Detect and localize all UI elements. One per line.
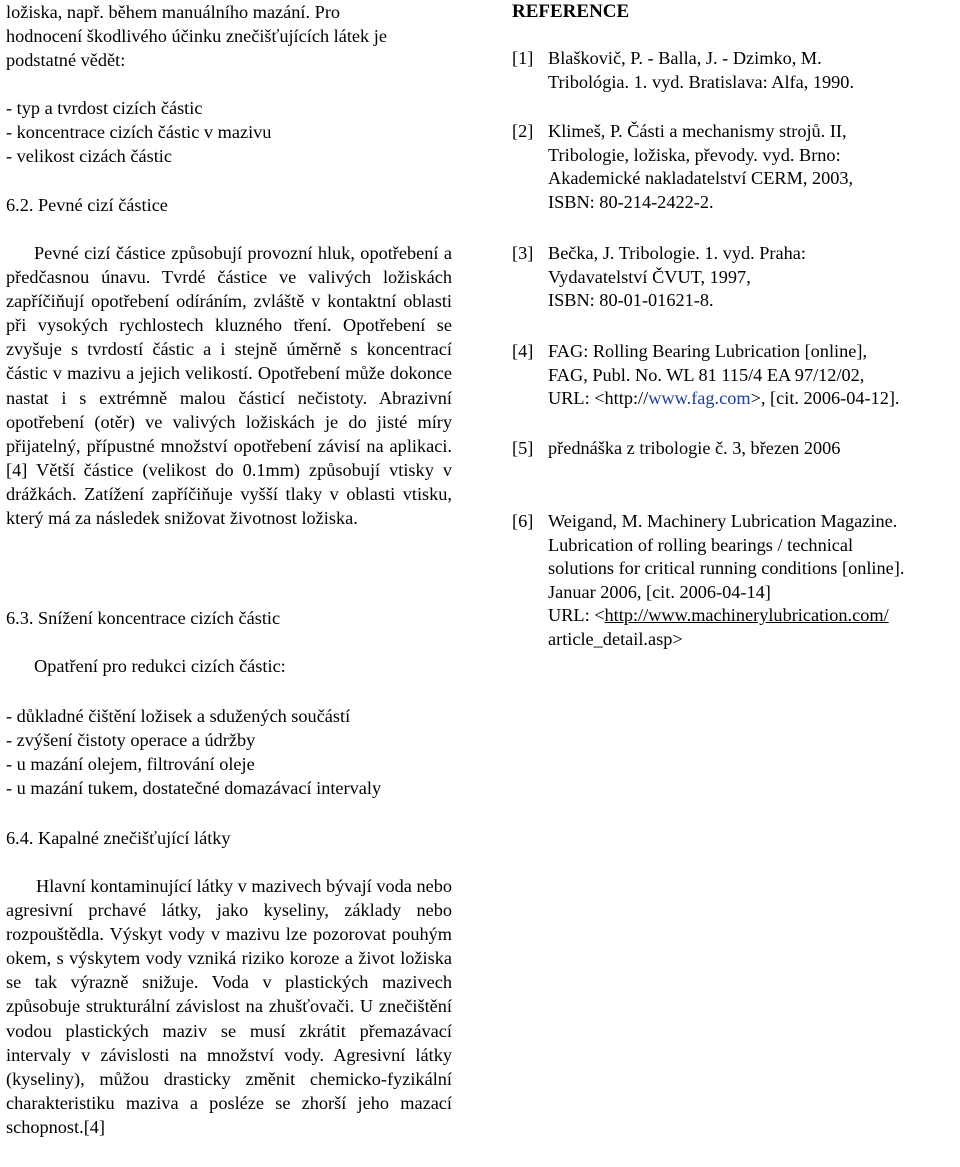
reference-line: Tribológia. 1. vyd. Bratislava: Alfa, 1990. [548,71,855,92]
reference-number: [5] [512,438,534,458]
list-item: - u mazání tukem, dostatečné domazávací intervaly [6,778,382,798]
reference-line: ISBN: 80-214-2422-2. [548,191,714,212]
reference-line: ISBN: 80-01-01621-8. [548,290,714,310]
reference-line: Bečka, J. Tribologie. 1. vyd. Praha: [548,243,806,263]
reference-line: Tribologie, ložiska, převody. vyd. Brno: [548,144,841,165]
reference-line: přednáška z tribologie č. 3, březen 2006 [548,438,841,458]
paragraph-6-3: Opatření pro redukci cizích částic: [34,656,286,676]
list-item: - u mazání olejem, filtrování oleje [6,754,255,774]
reference-line: Januar 2006, [cit. 2006-04-14] [548,581,771,602]
reference-line: Blaškovič, P. - Balla, J. - Dzimko, M. [548,48,822,68]
reference-number: [6] [512,511,534,531]
reference-line: FAG: Rolling Bearing Lubrication [online], [548,341,868,361]
intro-line: ložiska, např. během manuálního mazání. Pro [6,2,341,22]
list-item: - zvýšení čistoty operace a údržby [6,730,256,750]
url-prefix: URL: < [548,605,605,625]
list-item: - důkladné čištění ložisek a sdužených součástí [6,706,351,726]
section-heading-6-2: 6.2. Pevné cizí částice [6,195,168,215]
reference-6 [512,510,958,651]
reference-line: FAG, Publ. No. WL 81 115/4 EA 97/12/02, [548,364,865,385]
reference-5 [512,437,958,461]
list-item: - typ a tvrdost cizích částic [6,98,203,118]
reference-1 [512,47,958,94]
reference-line: Klimeš, P. Části a mechanismy strojů. II, [548,121,847,141]
reference-number: [2] [512,121,534,141]
reference-number: [3] [512,243,534,263]
reference-3 [512,242,958,313]
reference-line: Vydavatelství ČVUT, 1997, [548,266,751,287]
url-prefix: URL: <http:// [548,388,649,408]
reference-url-continuation: article_detail.asp> [548,628,683,649]
reference-line: Akademické nakladatelství CERM, 2003, [548,168,854,188]
reference-line: Lubrication of rolling bearings / technical [548,534,854,555]
references-heading: REFERENCE [512,1,630,22]
list-item: - velikost cizách částic [6,146,172,166]
machinery-lubrication-url-link[interactable]: http://www.machinerylubrication.com/ [604,605,889,625]
url-suffix: >, [cit. 2006-04-12]. [750,388,900,408]
intro-line: podstatné vědět: [6,50,126,70]
reference-line: Weigand, M. Machinery Lubrication Magazine. [548,511,898,531]
paragraph-6-4: Hlavní kontaminující látky v mazivech bývají voda nebo agresivní prchavé látky, jako kyseliny, základy nebo rozpouštědla. Výskyt vody v mazivu lze pozorovat pouhým okem, s výskytem vody vzniká riziko koroze a život ložiska se tak výrazně snižuje. Voda v plastických mazivech způsobuje strukturální závislost na zhušťovači. U znečištění vodou plastických maziv se musí zkrátit přemazávací intervaly v závislosti na množství vody. Agresivní látky (kyseliny), můžou drasticky změnit chemicko-fyzikální charakteristiku maziva a posléze se zhorší jeho mazací schopnost.[4] [6,876,452,1137]
fag-url-link[interactable]: www.fag.com [648,388,751,408]
reference-line: solutions for critical running conditions [online]. [548,558,905,578]
list-item: - koncentrace cizích částic v mazivu [6,122,272,142]
reference-4 [512,340,958,411]
section-heading-6-3: 6.3. Snížení koncentrace cizích částic [6,608,281,628]
reference-2 [512,120,958,214]
reference-url-line [548,604,958,628]
section-heading-6-4: 6.4. Kapalné znečišťující látky [6,828,231,848]
reference-number: [1] [512,48,534,68]
paragraph-6-2: Pevné cizí částice způsobují provozní hluk, opotřebení a předčasnou únavu. Tvrdé částice ve valivých ložiskách zapříčiňují opotřebení odíráním, zvláště v kontaktní oblasti při vysokých rychlostech kluzného tření. Opotřebení se zvyšuje s tvrdostí částic a i stejně úměrně s koncentrací částic v mazivu a jejich velikostí. Opotřebení může dokonce nastat i s extrémně malou částicí nečistoty. Abrazivní opotřebení (otěr) ve valivých ložiskách je do jisté míry přijatelný, přípustné množství opotřebení závisí na aplikaci.[4] Větší částice (velikost do 0.1mm) způsobují vtisky v drážkách. Zatížení zapříčiňuje vyšší tlaky v oblasti vtisku, který má za následek snižovat životnost ložiska. [6,243,452,529]
reference-url-line [548,387,958,411]
reference-number: [4] [512,341,534,361]
intro-line: hodnocení škodlivého účinku znečišťujících látek je [6,26,387,46]
